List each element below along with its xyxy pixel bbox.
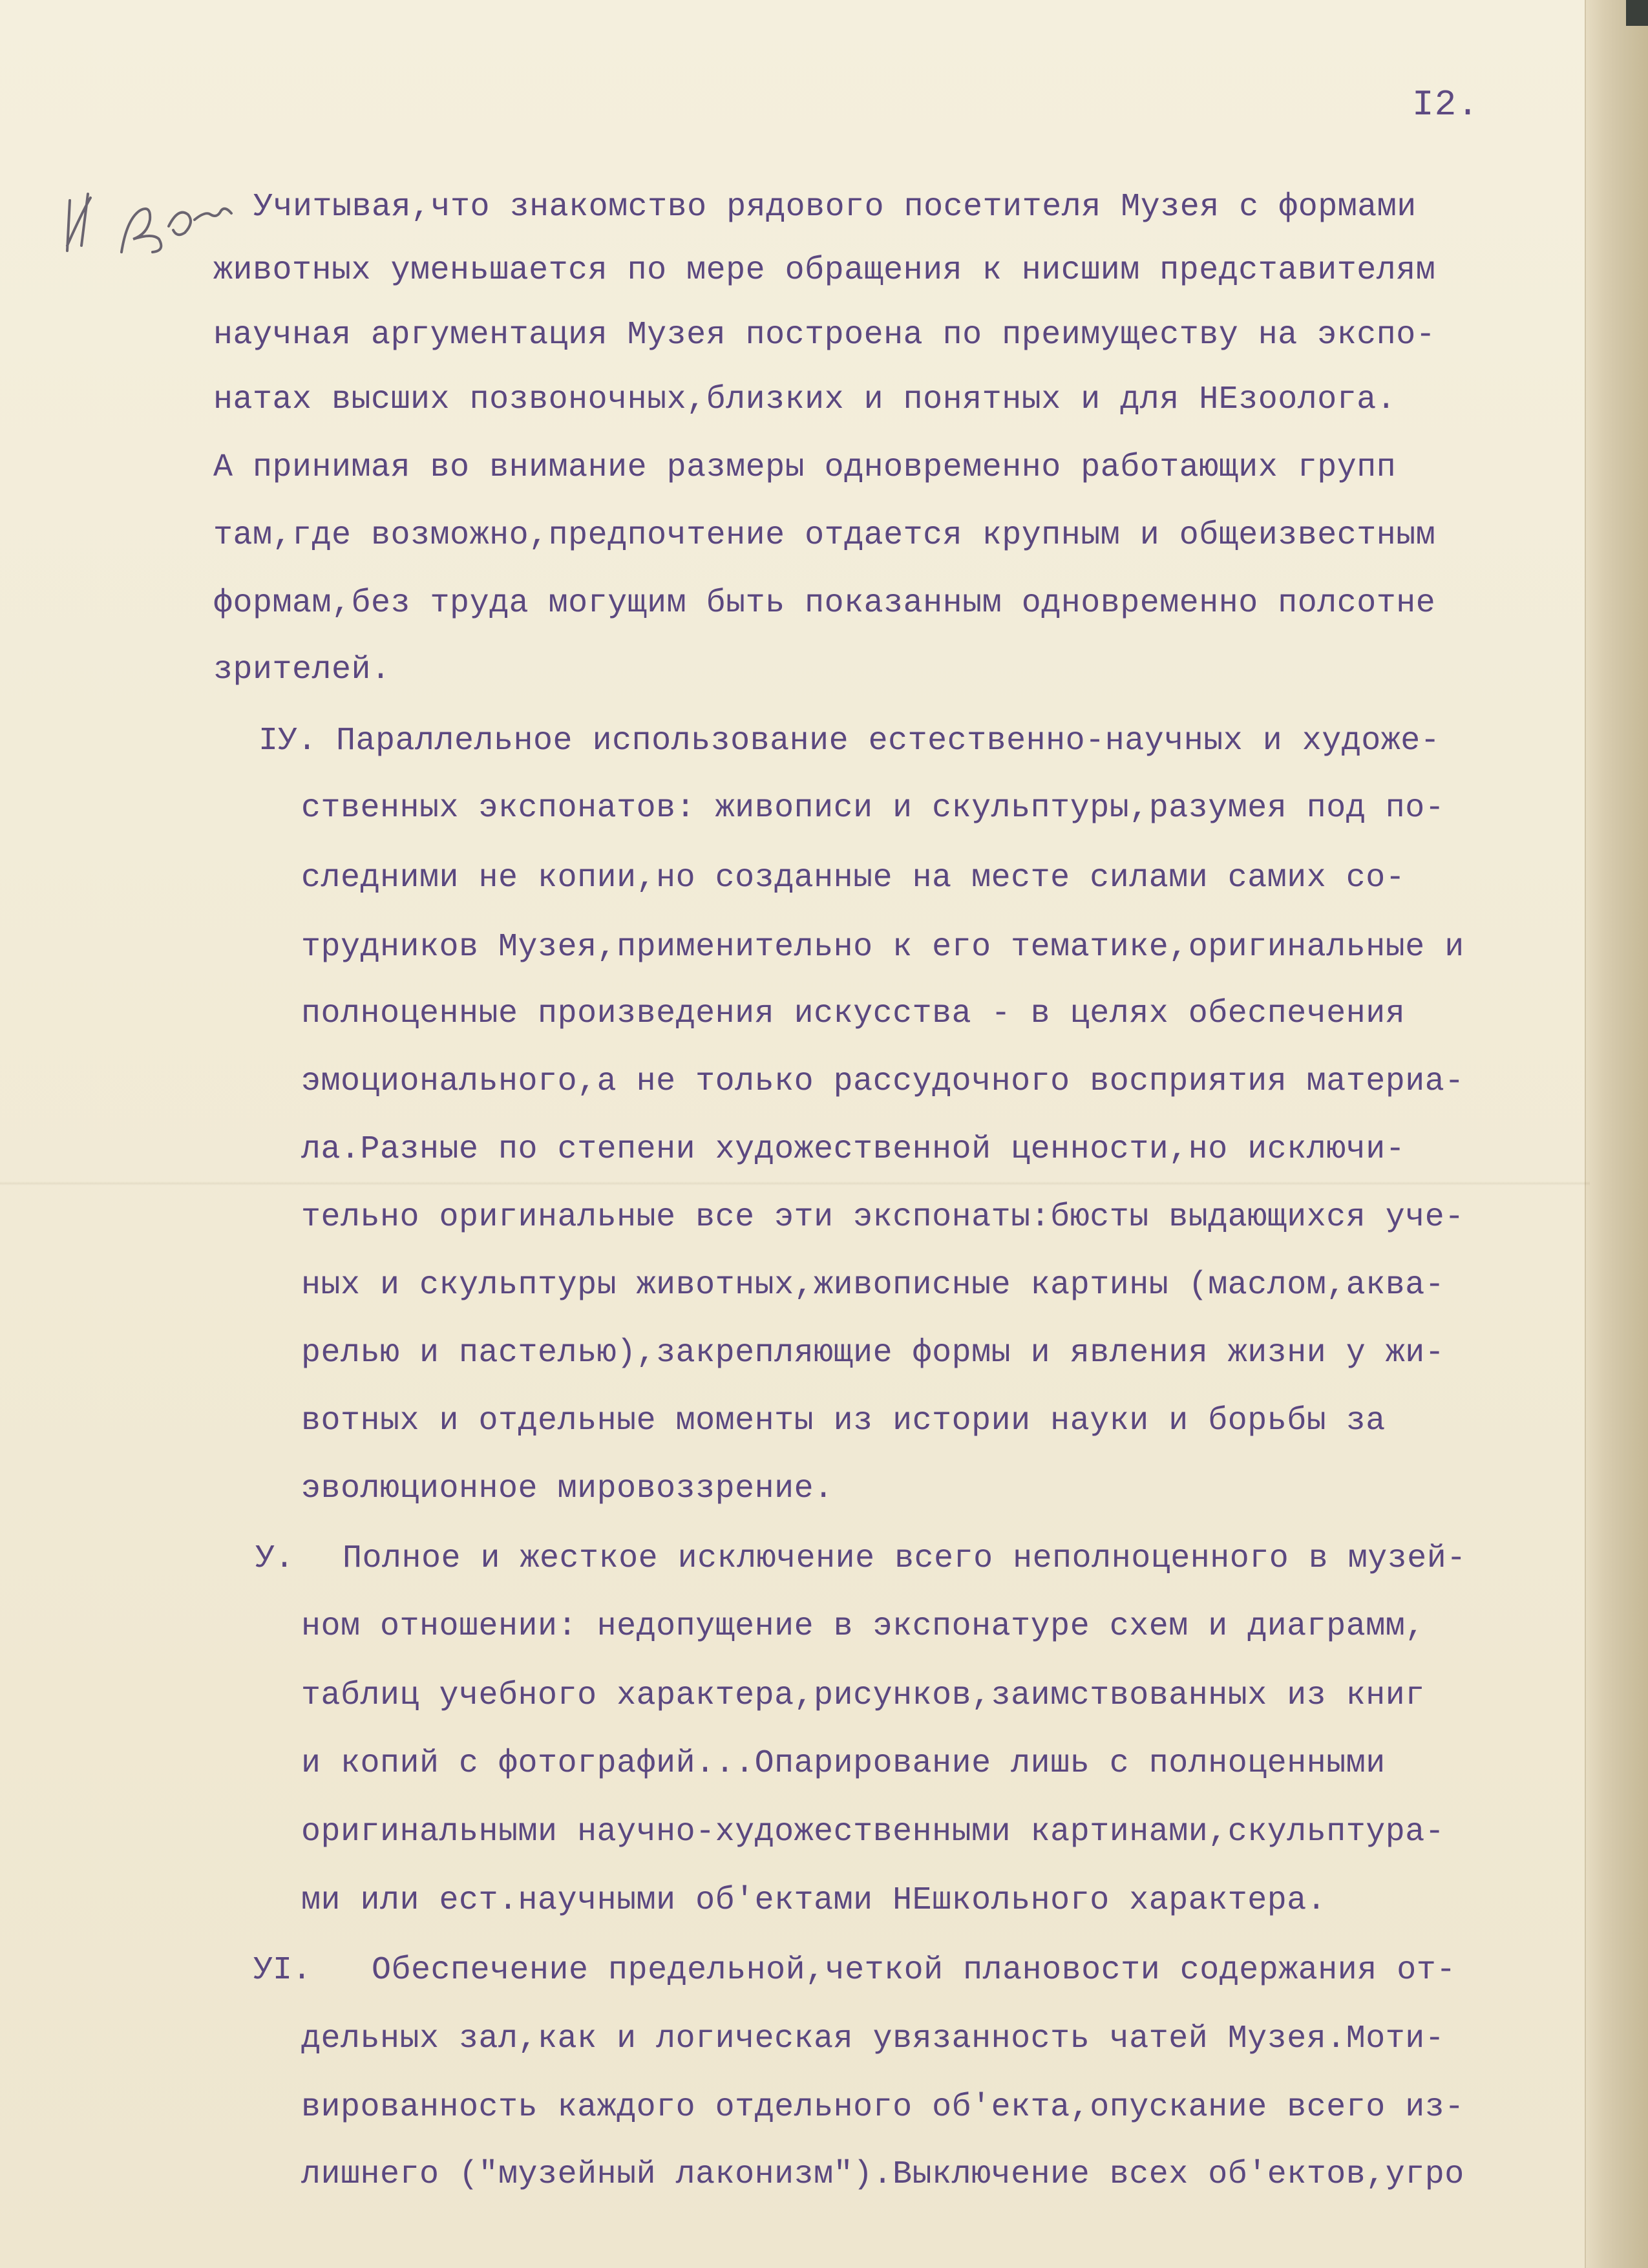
text-line: вированность каждого отдельного об'екта,опускание всего из-: [301, 2089, 1464, 2126]
text-line: ственных экспонатов: живописи и скульптуры,разумея под по-: [301, 790, 1445, 827]
text-line: формам,без труда могущим быть показанным одновременно полсотне: [213, 585, 1436, 622]
text-line: тельно оригинальные все эти экспонаты:бюсты выдающихся уче-: [301, 1199, 1464, 1236]
text-line: и копий с фотографий...Опарирование лишь с полноценными: [301, 1745, 1386, 1782]
text-line: эмоционального,а не только рассудочного восприятия материа-: [301, 1063, 1464, 1100]
text-line: Полное и жесткое исключение всего неполноценного в музей-: [343, 1540, 1466, 1577]
margin-handwritten-note: [62, 175, 237, 265]
text-line: трудников Музея,применительно к его тематике,оригинальные и: [301, 929, 1464, 966]
section-marker: У.: [255, 1540, 295, 1577]
text-line: зрителей.: [213, 652, 391, 688]
text-line: А принимая во внимание размеры одновременно работающих групп: [213, 449, 1397, 486]
section-marker: IУ.: [259, 723, 317, 759]
text-line: дельных зал,как и логическая увязанность чатей Музея.Моти-: [301, 2020, 1445, 2057]
text-line: вотных и отдельные моменты из истории науки и борьбы за: [301, 1403, 1386, 1439]
fold-crease: [0, 1182, 1590, 1185]
text-line: ных и скульптуры животных,живописные картины (маслом,аква-: [301, 1267, 1445, 1304]
text-line: лишнего ("музейный лаконизм").Выключение всех об'ектов,угро: [301, 2156, 1464, 2193]
text-line: там,где возможно,предпочтение отдается крупным и общеизвестным: [213, 517, 1436, 554]
text-line: натах высших позвоночных,близких и понятных и для НЕзоолога.: [213, 381, 1397, 418]
text-line: Учитывая,что знакомство рядового посетителя Музея с формами: [253, 189, 1417, 226]
text-line: таблиц учебного характера,рисунков,заимствованных из книг: [301, 1677, 1425, 1714]
text-line: следними не копии,но созданные на месте силами самих со-: [301, 860, 1406, 896]
text-line: Обеспечение предельной,четкой плановости содержания от-: [372, 1952, 1456, 1989]
text-line: релью и пастелью),закрепляющие формы и явления жизни у жи-: [301, 1335, 1445, 1372]
text-line: эволюционное мировоззрение.: [301, 1470, 834, 1507]
text-line: оригинальными научно-художественными картинами,скульптура-: [301, 1814, 1445, 1850]
background-corner: [1626, 0, 1648, 26]
text-line: ном отношении: недопущение в экспонатуре схем и диаграмм,: [301, 1608, 1425, 1645]
page-number: I2.: [1412, 84, 1479, 125]
paper-edge: [1585, 0, 1648, 2268]
text-line: животных уменьшается по мере обращения к нисшим представителям: [213, 252, 1436, 289]
text-line: научная аргументация Музея построена по преимуществу на экспо-: [213, 317, 1436, 354]
text-line: ла.Разные по степени художественной ценности,но исключи-: [301, 1131, 1406, 1168]
text-line: Параллельное использование естественно-научных и художе-: [336, 723, 1441, 759]
text-line: полноценные произведения искусства - в целях обеспечения: [301, 995, 1406, 1032]
section-marker: УI.: [253, 1952, 312, 1989]
text-line: ми или ест.научными об'ектами НЕшкольного характера.: [301, 1882, 1327, 1919]
